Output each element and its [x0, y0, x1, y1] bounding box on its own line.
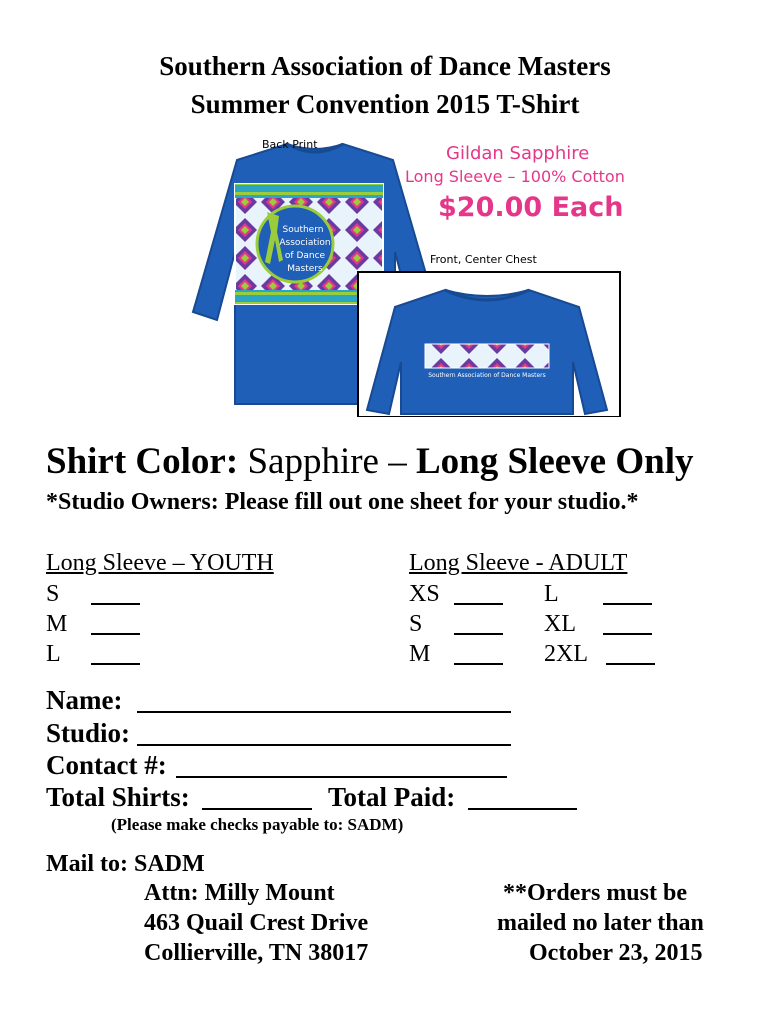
total-paid-field[interactable]	[468, 788, 577, 810]
contact-field[interactable]	[176, 756, 507, 778]
deadline-line-1: **Orders must be	[503, 880, 687, 906]
adult-size-m: M	[409, 641, 431, 667]
mail-city: Collierville, TN 38017	[144, 940, 369, 966]
contact-label: Contact #:	[46, 750, 167, 780]
adult-xl-qty-field[interactable]	[603, 615, 652, 635]
shirt-color-dash: –	[388, 441, 407, 482]
front-print-label: Front, Center Chest	[430, 253, 537, 266]
total-shirts-field[interactable]	[202, 788, 312, 810]
long-sleeve-only: Long Sleeve Only	[415, 441, 694, 482]
adult-size-s: S	[409, 611, 423, 637]
adult-l-qty-field[interactable]	[603, 585, 652, 605]
adult-size-2xl: 2XL	[544, 641, 588, 667]
youth-l-qty-field[interactable]	[91, 645, 140, 665]
svg-text:Southern: Southern	[282, 225, 324, 235]
deadline-date: October 23, 2015	[529, 940, 703, 966]
youth-s-qty-field[interactable]	[91, 585, 140, 605]
name-label: Name:	[46, 685, 123, 715]
svg-text:Association: Association	[279, 238, 331, 248]
shirt-color-value: Sapphire	[247, 441, 379, 482]
youth-size-m: M	[46, 611, 68, 637]
brand-line-2: Long Sleeve – 100% Cotton	[405, 167, 625, 186]
mail-street: 463 Quail Crest Drive	[144, 910, 369, 936]
adult-2xl-qty-field[interactable]	[606, 645, 655, 665]
adult-size-xl: XL	[544, 611, 576, 637]
total-shirts-label: Total Shirts:	[46, 782, 190, 812]
youth-m-qty-field[interactable]	[91, 615, 140, 635]
price-text: $20.00 Each	[438, 192, 624, 223]
youth-heading: Long Sleeve – YOUTH	[46, 550, 274, 576]
svg-text:Masters: Masters	[287, 264, 323, 274]
shirt-color-label: Shirt Color:	[46, 441, 239, 482]
adult-size-l: L	[544, 581, 559, 607]
checks-payable-note: (Please make checks payable to: SADM)	[111, 815, 404, 834]
shirt-color-line	[46, 440, 694, 483]
deadline-line-2: mailed no later than	[497, 910, 704, 936]
title-line-1: Southern Association of Dance Masters	[159, 51, 611, 81]
front-shirt-inset	[358, 272, 620, 417]
adult-m-qty-field[interactable]	[454, 645, 503, 665]
back-print-label: Back Print	[262, 138, 318, 151]
total-paid-label: Total Paid:	[328, 782, 456, 812]
adult-xs-qty-field[interactable]	[454, 585, 503, 605]
title-line-2: Summer Convention 2015 T-Shirt	[190, 89, 580, 119]
adult-heading: Long Sleeve - ADULT	[409, 550, 628, 576]
svg-text:of Dance: of Dance	[284, 251, 326, 261]
name-field[interactable]	[137, 691, 511, 713]
studio-label: Studio:	[46, 718, 131, 748]
adult-size-xs: XS	[409, 581, 440, 607]
brand-line-1: Gildan Sapphire	[446, 143, 590, 164]
mail-to-label: Mail to: SADM	[46, 851, 205, 877]
youth-size-s: S	[46, 581, 60, 607]
mail-attn: Attn: Milly Mount	[144, 880, 335, 906]
svg-text:Southern Association of Dance: Southern Association of Dance Masters	[428, 372, 546, 379]
youth-size-l: L	[46, 641, 61, 667]
adult-s-qty-field[interactable]	[454, 615, 503, 635]
studio-owners-note: *Studio Owners: Please fill out one sheet for your studio.*	[46, 489, 639, 515]
studio-field[interactable]	[137, 724, 511, 746]
